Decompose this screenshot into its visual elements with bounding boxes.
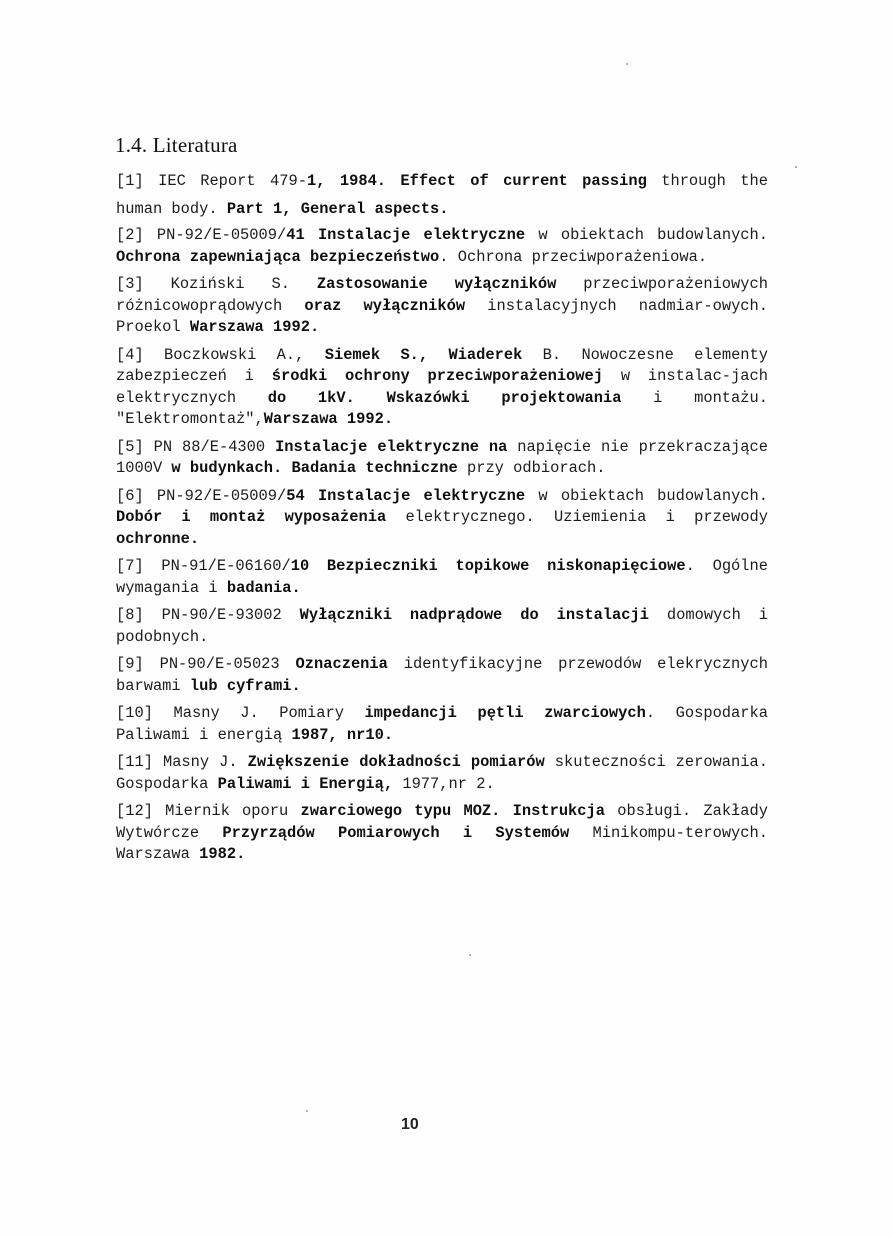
reference-text: i montażu. "Elektromontaż",	[116, 388, 768, 428]
reference-item-8	[116, 605, 768, 648]
reference-text: instalacyjnych nadmiar-owych. Proekol	[116, 296, 769, 336]
reference-text: [2] PN-92/E-05009/	[116, 226, 287, 244]
reference-item-1	[116, 167, 768, 223]
reference-text: Minikompu-terowych. Warszawa	[116, 823, 768, 863]
reference-emphasis: Part 1, General aspects.	[226, 200, 449, 218]
reference-text: . Ogólne wymagania i	[116, 557, 768, 597]
reference-text: [4] Boczkowski A.,	[116, 345, 325, 364]
reference-text: napięcie nie przekraczające 1000V	[116, 437, 768, 477]
reference-emphasis: 1982.	[199, 845, 246, 863]
reference-emphasis: Wyłączniki nadprądowe do instalacji	[299, 606, 649, 624]
reference-text: obsługi. Zakłady Wytwórcze	[116, 802, 768, 842]
section-heading: 1.4. Literatura	[115, 133, 238, 157]
reference-emphasis: Zwiększenie dokładności pomiarów	[247, 753, 545, 771]
reference-emphasis: badania.	[226, 578, 301, 597]
reference-text: [11] Masny J.	[116, 753, 248, 771]
reference-text: [5] PN 88/E-4300	[116, 437, 276, 456]
reference-item-11	[116, 752, 768, 795]
reference-item-3	[116, 274, 768, 339]
reference-item-10	[116, 703, 768, 746]
reference-item-6	[116, 486, 768, 551]
reference-text: skuteczności zerowania. Gospodarka	[116, 753, 768, 793]
scan-speck	[795, 166, 797, 168]
reference-item-4	[116, 345, 768, 431]
reference-text: [6] PN-92/E-05009/	[116, 486, 287, 505]
reference-text: [9] PN-90/E-05023	[116, 655, 296, 673]
reference-item-5	[116, 437, 768, 480]
reference-text: domowych i podobnych.	[116, 606, 768, 646]
reference-emphasis: zwarciowego typu MOZ. Instrukcja	[300, 802, 605, 820]
reference-text: elektrycznego. Uziemienia i przewody	[386, 508, 768, 526]
reference-emphasis: Warszawa 1992.	[189, 318, 320, 336]
reference-text: [8] PN-90/E-93002	[116, 606, 300, 624]
reference-emphasis: Przyrządów Pomiarowych i Systemów	[222, 823, 570, 842]
scan-speck	[469, 954, 471, 956]
reference-text: through the human body.	[116, 172, 768, 218]
reference-text: w obiektach budowlanych.	[525, 226, 769, 244]
reference-item-12	[116, 801, 768, 866]
reference-text: [3] Koziński S.	[116, 275, 317, 293]
reference-emphasis: lub cyframi.	[189, 676, 301, 695]
reference-text: [12] Miernik oporu	[116, 802, 301, 820]
reference-text: w instalac-jach elektrycznych	[116, 367, 768, 407]
reference-emphasis: ochronne.	[116, 529, 200, 548]
reference-text: identyfikacyjne przewodów elekrycznych barwami	[116, 655, 769, 695]
page-number: 10	[401, 1116, 419, 1133]
reference-text: w obiektach budowlanych.	[525, 486, 769, 505]
reference-text: . Gospodarka Paliwami i energią	[116, 704, 768, 744]
reference-text: [7] PN-91/E-06160/	[116, 557, 291, 575]
reference-text: [10] Masny J. Pomiary	[116, 704, 365, 722]
reference-emphasis: Ochrona zapewniająca bezpieczeństwo	[116, 247, 440, 266]
reference-item-7	[116, 556, 768, 599]
reference-emphasis: impedancji pętli zwarciowych	[364, 704, 646, 722]
scan-speck	[306, 1110, 308, 1112]
reference-emphasis: środki ochrony przeciwporażeniowej	[271, 367, 603, 385]
reference-emphasis: w budynkach. Badania techniczne	[171, 459, 458, 477]
reference-emphasis: 1, 1984. Effect of current passing	[306, 172, 647, 190]
reference-text: . Ochrona przeciwporażeniowa.	[439, 247, 708, 266]
reference-emphasis: Warszawa 1992.	[263, 410, 394, 428]
reference-emphasis: 54 Instalacje elektryczne	[286, 486, 526, 505]
reference-item-2	[116, 225, 768, 268]
reference-text: 1977,nr 2.	[393, 774, 495, 793]
reference-emphasis: Dobór i montaż wyposażenia	[116, 508, 387, 526]
reference-emphasis: Oznaczenia	[295, 655, 388, 673]
reference-emphasis: 1987, nr10.	[291, 725, 394, 744]
reference-item-9	[116, 654, 768, 697]
reference-emphasis: Instalacje elektryczne na	[275, 437, 508, 456]
reference-emphasis: Siemek S., Wiaderek	[324, 345, 523, 364]
reference-emphasis: Zastosowanie wyłączników	[316, 275, 557, 293]
reference-text: B. Nowoczesne elementy zabezpieczeń i	[116, 345, 769, 385]
reference-emphasis: Paliwami i Energią,	[217, 774, 394, 793]
reference-list	[116, 167, 768, 872]
reference-emphasis: oraz wyłączników	[304, 296, 466, 315]
reference-text: przeciwporażeniowych różnicowoprądowych	[116, 275, 768, 315]
scan-speck	[626, 63, 628, 65]
reference-emphasis: do 1kV. Wskazówki projektowania	[267, 388, 622, 407]
reference-emphasis: 10 Bezpieczniki topikowe niskonapięciowe	[290, 557, 686, 575]
reference-text: przy odbiorach.	[457, 459, 606, 477]
reference-emphasis: 41 Instalacje elektryczne	[286, 226, 526, 244]
reference-text: [1] IEC Report 479-	[116, 172, 307, 190]
